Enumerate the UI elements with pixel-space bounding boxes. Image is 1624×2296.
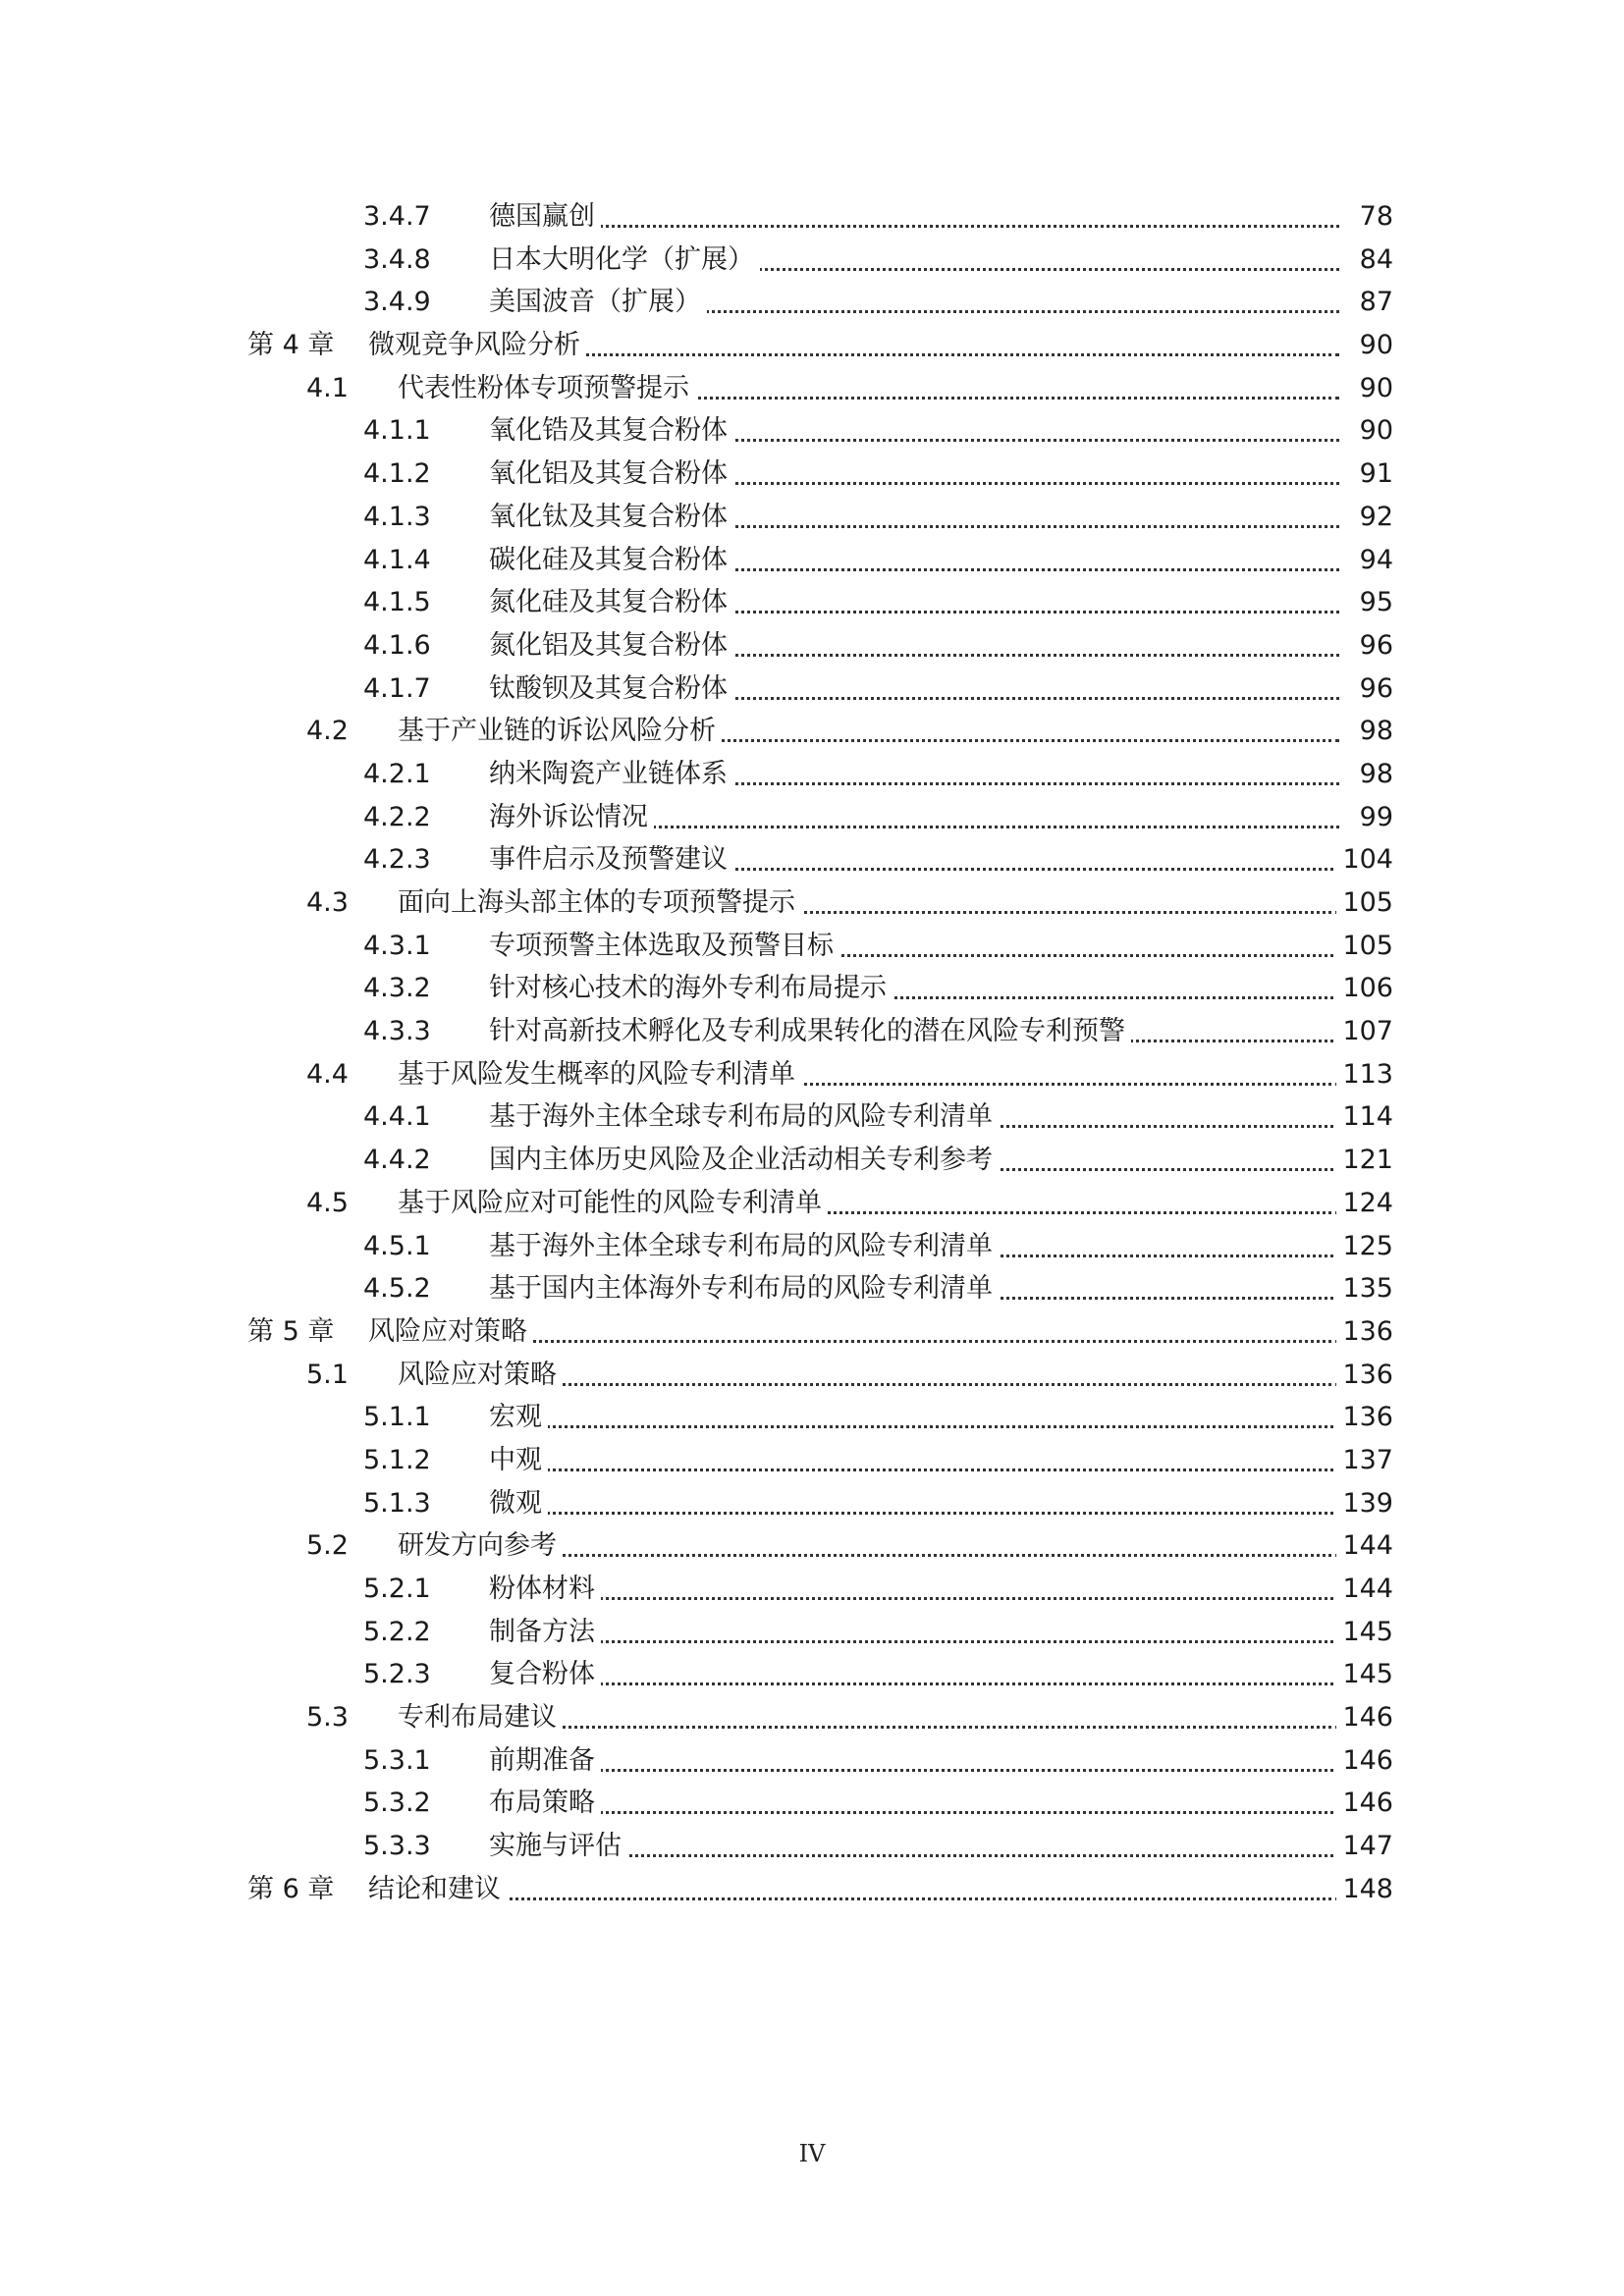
dot-leader xyxy=(494,1682,1339,1685)
toc-entry-number: 4.2.2 xyxy=(363,801,431,832)
toc-entry-number: 4.1.7 xyxy=(363,672,431,704)
toc-subsection-entry[interactable] xyxy=(0,1482,1624,1525)
toc-subsection-entry[interactable] xyxy=(0,1739,1624,1783)
toc-subsection-entry[interactable] xyxy=(0,539,1624,582)
toc-entry-title: 氧化铝及其复合粉体 xyxy=(489,453,733,496)
toc-subsection-entry[interactable] xyxy=(0,1396,1624,1439)
toc-entry-title: 专项预警主体选取及预警目标 xyxy=(489,925,839,968)
toc-entry-number: 4.2 xyxy=(306,716,349,747)
toc-subsection-entry[interactable] xyxy=(0,1782,1624,1825)
dot-leader xyxy=(494,1769,1339,1772)
toc-entry-page: 106 xyxy=(1336,967,1393,1010)
toc-entry-page: 121 xyxy=(1336,1139,1393,1182)
toc-entry-number: 4.4 xyxy=(306,1058,349,1090)
toc-entry-number: 4.1.3 xyxy=(363,501,431,532)
toc-subsection-entry[interactable] xyxy=(0,1825,1624,1868)
toc-entry-title: 实施与评估 xyxy=(489,1825,627,1868)
toc-entry-page: 78 xyxy=(1354,195,1393,239)
toc-entry-page: 90 xyxy=(1354,367,1393,410)
toc-entry-title: 代表性粉体专项预警提示 xyxy=(398,367,695,410)
toc-entry-page: 139 xyxy=(1336,1482,1393,1525)
toc-entry-title: 结论和建议 xyxy=(368,1868,507,1911)
toc-entry-title: 国内主体历史风险及企业活动相关专利参考 xyxy=(489,1139,999,1182)
toc-entry-number: 5.3.2 xyxy=(363,1788,431,1819)
toc-subsection-entry[interactable] xyxy=(0,581,1624,624)
dot-leader xyxy=(494,1425,1339,1428)
toc-entry-page: 94 xyxy=(1354,539,1393,582)
toc-entry-number: 4.2.3 xyxy=(363,844,431,876)
toc-subsection-entry[interactable] xyxy=(0,1568,1624,1611)
toc-entry-page: 146 xyxy=(1336,1739,1393,1783)
dot-leader xyxy=(494,1640,1339,1643)
toc-subsection-entry[interactable] xyxy=(0,796,1624,839)
toc-entry-page: 147 xyxy=(1336,1825,1393,1868)
toc-entry-page: 136 xyxy=(1336,1354,1393,1397)
toc-subsection-entry[interactable] xyxy=(0,281,1624,324)
toc-section-entry[interactable] xyxy=(0,1354,1624,1397)
toc-entry-number: 3.4.8 xyxy=(363,243,431,275)
toc-entry-title: 微观 xyxy=(489,1482,548,1525)
toc-entry-title: 粉体材料 xyxy=(489,1568,601,1611)
toc-entry-title: 基于风险应对可能性的风险专利清单 xyxy=(398,1182,828,1225)
toc-entry-page: 146 xyxy=(1336,1696,1393,1739)
toc-entry-number: 5.2.2 xyxy=(363,1616,431,1647)
toc-entry-page: 113 xyxy=(1336,1053,1393,1096)
toc-section-entry[interactable] xyxy=(0,881,1624,925)
toc-entry-number: 5.1.2 xyxy=(363,1444,431,1475)
toc-entry-title: 针对核心技术的海外专利布局提示 xyxy=(489,967,893,1010)
toc-entry-page: 99 xyxy=(1354,796,1393,839)
toc-subsection-entry[interactable] xyxy=(0,1267,1624,1310)
toc-subsection-entry[interactable] xyxy=(0,1095,1624,1139)
toc-entry-number: 5.2 xyxy=(306,1530,349,1562)
toc-entry-title: 基于产业链的诉讼风险分析 xyxy=(398,710,722,753)
toc-section-entry[interactable] xyxy=(0,367,1624,410)
toc-entry-title: 风险应对策略 xyxy=(368,1310,533,1354)
toc-entry-page: 146 xyxy=(1336,1782,1393,1825)
toc-entry-page: 136 xyxy=(1336,1310,1393,1354)
toc-entry-number: 5.3 xyxy=(306,1702,349,1734)
toc-entry-number: 4.5.2 xyxy=(363,1273,431,1305)
toc-entry-title: 德国赢创 xyxy=(489,195,601,239)
toc-section-entry[interactable] xyxy=(0,1524,1624,1568)
toc-entry-title: 专利布局建议 xyxy=(398,1696,563,1739)
toc-chapter-entry[interactable] xyxy=(0,324,1624,367)
toc-section-entry[interactable] xyxy=(0,710,1624,753)
toc-entry-page: 145 xyxy=(1336,1653,1393,1696)
toc-entry-number: 5.3.3 xyxy=(363,1831,431,1862)
toc-entry-title: 研发方向参考 xyxy=(398,1524,563,1568)
page-number: IV xyxy=(798,2140,826,2167)
toc-entry-title: 中观 xyxy=(489,1439,548,1482)
toc-entry-page: 87 xyxy=(1354,281,1393,324)
toc-entry-title: 复合粉体 xyxy=(489,1653,601,1696)
toc-entry-title: 氧化钛及其复合粉体 xyxy=(489,496,733,539)
toc-entry-number: 3.4.7 xyxy=(363,201,431,232)
toc-entry-number: 4.4.1 xyxy=(363,1101,431,1133)
toc-entry-page: 90 xyxy=(1354,409,1393,453)
toc-section-entry[interactable] xyxy=(0,1053,1624,1096)
toc-entry-title: 纳米陶瓷产业链体系 xyxy=(489,753,733,796)
toc-entry-page: 95 xyxy=(1354,581,1393,624)
dot-leader xyxy=(494,225,1339,228)
toc-subsection-entry[interactable] xyxy=(0,624,1624,667)
toc-subsection-entry[interactable] xyxy=(0,1010,1624,1053)
toc-entry-number: 4.3.3 xyxy=(363,1016,431,1047)
toc-entry-number: 4.3.1 xyxy=(363,930,431,961)
toc-entry-number: 5.1.1 xyxy=(363,1402,431,1433)
toc-entry-number: 5.3.1 xyxy=(363,1744,431,1776)
toc-entry-page: 98 xyxy=(1354,753,1393,796)
toc-entry-number: 4.1.4 xyxy=(363,544,431,575)
toc-subsection-entry[interactable] xyxy=(0,967,1624,1010)
toc-entry-number: 4.1.1 xyxy=(363,415,431,447)
toc-entry-number: 4.1.6 xyxy=(363,629,431,661)
toc-entry-page: 96 xyxy=(1354,624,1393,667)
toc-entry-number: 4.5 xyxy=(306,1187,349,1218)
toc-entry-page: 136 xyxy=(1336,1396,1393,1439)
toc-entry-number: 4.4.2 xyxy=(363,1145,431,1176)
toc-subsection-entry[interactable] xyxy=(0,496,1624,539)
toc-entry-page: 107 xyxy=(1336,1010,1393,1053)
toc-entry-number: 4.3 xyxy=(306,887,349,918)
toc-entry-page: 105 xyxy=(1336,881,1393,925)
toc-entry-number: 5.1.3 xyxy=(363,1487,431,1519)
dot-leader xyxy=(494,1512,1339,1515)
toc-entry-title: 氮化铝及其复合粉体 xyxy=(489,624,733,667)
toc-subsection-entry[interactable] xyxy=(0,753,1624,796)
toc-entry-title: 基于国内主体海外专利布局的风险专利清单 xyxy=(489,1267,999,1310)
toc-entry-title: 制备方法 xyxy=(489,1611,601,1654)
toc-entry-title: 面向上海头部主体的专项预警提示 xyxy=(398,881,801,925)
toc-subsection-entry[interactable] xyxy=(0,667,1624,711)
toc-entry-page: 114 xyxy=(1336,1095,1393,1139)
toc-subsection-entry[interactable] xyxy=(0,925,1624,968)
toc-entry-page: 135 xyxy=(1336,1267,1393,1310)
toc-entry-title: 日本大明化学（扩展） xyxy=(489,239,760,282)
table-of-contents xyxy=(0,195,1624,1911)
toc-entry-title: 基于风险发生概率的风险专利清单 xyxy=(398,1053,801,1096)
toc-subsection-entry[interactable] xyxy=(0,1225,1624,1268)
toc-entry-title: 针对高新技术孵化及专利成果转化的潜在风险专利预警 xyxy=(489,1010,1131,1053)
toc-entry-number: 第 4 章 xyxy=(247,330,335,361)
toc-entry-number: 4.3.2 xyxy=(363,973,431,1004)
dot-leader xyxy=(494,1597,1339,1600)
toc-entry-title: 宏观 xyxy=(489,1396,548,1439)
toc-entry-page: 91 xyxy=(1354,453,1393,496)
toc-entry-page: 90 xyxy=(1354,324,1393,367)
toc-entry-page: 105 xyxy=(1336,925,1393,968)
toc-subsection-entry[interactable] xyxy=(0,1653,1624,1696)
toc-entry-title: 布局策略 xyxy=(489,1782,601,1825)
toc-entry-page: 98 xyxy=(1354,710,1393,753)
toc-subsection-entry[interactable] xyxy=(0,195,1624,239)
toc-entry-page: 96 xyxy=(1354,667,1393,711)
toc-entry-page: 148 xyxy=(1336,1868,1393,1911)
toc-entry-page: 125 xyxy=(1336,1225,1393,1268)
toc-entry-title: 氮化硅及其复合粉体 xyxy=(489,581,733,624)
toc-entry-page: 144 xyxy=(1336,1568,1393,1611)
toc-section-entry[interactable] xyxy=(0,1182,1624,1225)
toc-subsection-entry[interactable] xyxy=(0,1139,1624,1182)
toc-subsection-entry[interactable] xyxy=(0,453,1624,496)
toc-entry-page: 92 xyxy=(1354,496,1393,539)
toc-entry-title: 美国波音（扩展） xyxy=(489,281,707,324)
toc-entry-number: 4.2.1 xyxy=(363,758,431,789)
toc-entry-title: 氧化锆及其复合粉体 xyxy=(489,409,733,453)
toc-subsection-entry[interactable] xyxy=(0,409,1624,453)
toc-entry-number: 4.1.2 xyxy=(363,458,431,490)
toc-entry-number: 第 5 章 xyxy=(247,1315,335,1347)
toc-entry-title: 基于海外主体全球专利布局的风险专利清单 xyxy=(489,1225,999,1268)
toc-entry-number: 5.2.1 xyxy=(363,1574,431,1604)
toc-entry-page: 104 xyxy=(1336,838,1393,881)
toc-entry-title: 碳化硅及其复合粉体 xyxy=(489,539,733,582)
toc-entry-title: 海外诉讼情况 xyxy=(489,796,654,839)
toc-entry-title: 风险应对策略 xyxy=(398,1354,563,1397)
toc-entry-title: 前期准备 xyxy=(489,1739,601,1783)
dot-leader xyxy=(494,1468,1339,1471)
toc-entry-page: 145 xyxy=(1336,1611,1393,1654)
toc-entry-page: 137 xyxy=(1336,1439,1393,1482)
toc-entry-title: 事件启示及预警建议 xyxy=(489,838,733,881)
toc-entry-page: 84 xyxy=(1354,239,1393,282)
toc-subsection-entry[interactable] xyxy=(0,838,1624,881)
toc-entry-number: 5.1 xyxy=(306,1359,349,1390)
toc-entry-number: 第 6 章 xyxy=(247,1873,335,1904)
toc-entry-title: 钛酸钡及其复合粉体 xyxy=(489,667,733,711)
toc-entry-number: 4.5.1 xyxy=(363,1230,431,1261)
toc-entry-number: 5.2.3 xyxy=(363,1659,431,1690)
dot-leader xyxy=(373,1897,1339,1900)
toc-entry-page: 144 xyxy=(1336,1524,1393,1568)
toc-subsection-entry[interactable] xyxy=(0,1611,1624,1654)
toc-entry-number: 4.1.5 xyxy=(363,587,431,618)
toc-entry-title: 基于海外主体全球专利布局的风险专利清单 xyxy=(489,1095,999,1139)
toc-entry-title: 微观竞争风险分析 xyxy=(368,324,586,367)
toc-section-entry[interactable] xyxy=(0,1696,1624,1739)
dot-leader xyxy=(494,1811,1339,1814)
toc-subsection-entry[interactable] xyxy=(0,1439,1624,1482)
toc-entry-page: 124 xyxy=(1336,1182,1393,1225)
toc-chapter-entry[interactable] xyxy=(0,1868,1624,1911)
toc-subsection-entry[interactable] xyxy=(0,239,1624,282)
toc-entry-number: 4.1 xyxy=(306,372,349,403)
toc-entry-number: 3.4.9 xyxy=(363,287,431,318)
toc-chapter-entry[interactable] xyxy=(0,1310,1624,1354)
